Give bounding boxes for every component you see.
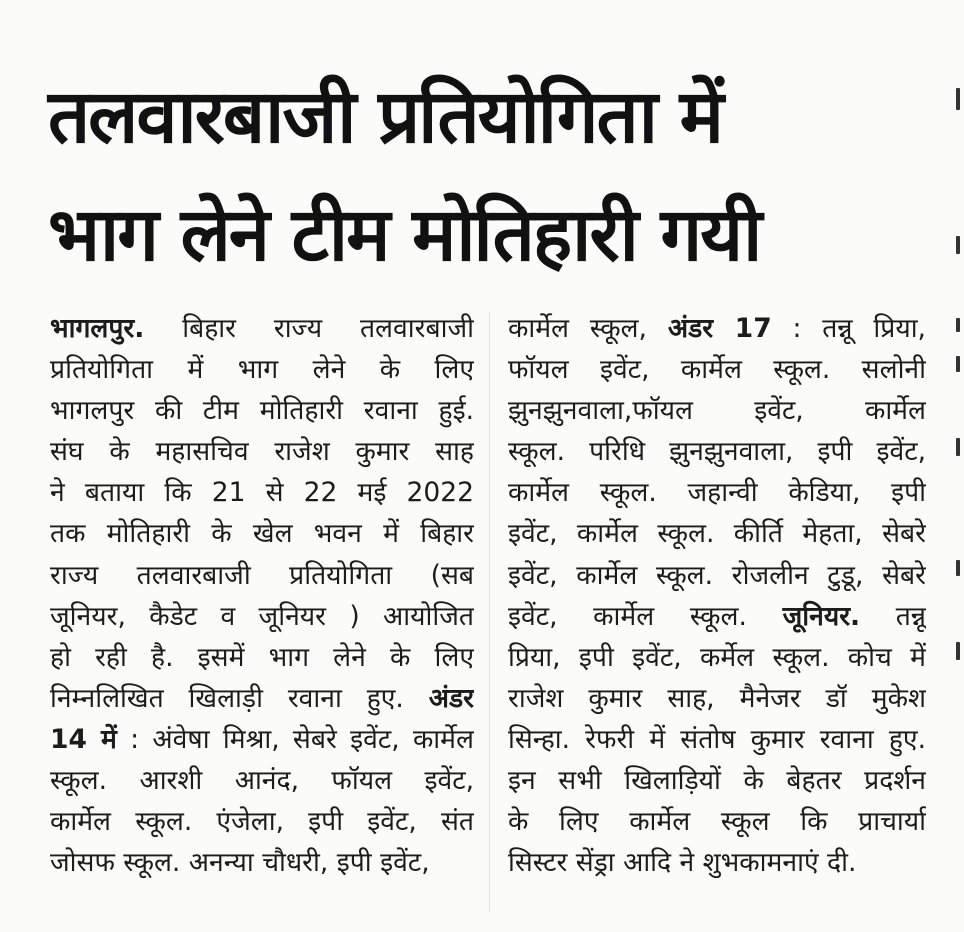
article-line	[508, 555, 926, 596]
article-line	[50, 555, 474, 596]
edge-text-fragment	[956, 356, 960, 372]
article-line	[508, 390, 926, 431]
article-text: स्कूल. आरशी आनंद, फॉयल इवेंट,	[50, 765, 474, 797]
article-line	[50, 596, 474, 637]
article-line	[508, 801, 926, 842]
article-line	[50, 637, 474, 678]
article-line	[50, 760, 474, 801]
article-text: इवेंट, कार्मेल स्कूल. कीर्ति मेहता, सेबरे	[508, 518, 926, 550]
article-line	[50, 513, 474, 554]
article-text: कार्मेल स्कूल. जहान्वी केडिया, इपी	[508, 477, 926, 509]
article-highlight: 14 में	[50, 723, 117, 755]
article-text: कार्मेल स्कूल,	[508, 313, 668, 344]
column-divider	[489, 312, 490, 912]
article-text: सिन्हा. रेफरी में संतोष कुमार रवाना हुए.	[508, 723, 926, 755]
article-text: राज्य तलवारबाजी प्रतियोगिता (सब	[50, 559, 474, 591]
article-text: जूनियर, कैडेट व जूनियर ) आयोजित	[50, 600, 474, 632]
headline-line-2: भाग लेने टीम मोतिहारी गयी	[48, 192, 761, 278]
article-text: संघ के महासचिव राजेश कुमार साह	[50, 436, 474, 468]
article-text: प्रिया, इपी इवेंट, कर्मेल स्कूल. कोच में	[508, 641, 926, 673]
article-text: राजेश कुमार साह, मैनेजर डॉ मुकेश	[508, 682, 926, 714]
article-text: कार्मेल स्कूल. एंजेला, इपी इवेंट, संत	[50, 806, 474, 838]
article-line	[508, 678, 926, 719]
article-line	[508, 308, 926, 349]
article-text: तन्नू	[860, 600, 926, 632]
article-text: प्रतियोगिता में भाग लेने के लिए	[50, 354, 474, 386]
article-column-right	[508, 308, 926, 883]
article-highlight: भागलपुर.	[50, 313, 145, 344]
article-line	[508, 431, 926, 472]
edge-text-fragment	[956, 236, 960, 254]
article-line	[508, 842, 926, 883]
article-line	[50, 431, 474, 472]
article-text: सिस्टर सेंड्रा आदि ने शुभकामनाएं दी.	[508, 847, 857, 879]
article-text: के लिए कार्मेल स्कूल कि प्राचार्या	[508, 806, 926, 838]
article-text: निम्नलिखित खिलाड़ी रवाना हुए.	[50, 682, 429, 714]
article-text: फॉयल इवेंट, कार्मेल स्कूल. सलोनी	[508, 354, 926, 386]
edge-text-fragment	[956, 438, 960, 456]
article-line	[50, 678, 474, 719]
article-text: जोसफ स्कूल. अनन्या चौधरी, इपी इवेंट,	[50, 847, 430, 879]
article-line	[508, 760, 926, 801]
adjacent-column-edge	[950, 0, 964, 932]
article-line	[50, 472, 474, 513]
article-text: इवेंट, कार्मेल स्कूल.	[508, 600, 783, 632]
article-line	[50, 801, 474, 842]
article-text: भागलपुर की टीम मोतिहारी रवाना हुई.	[50, 395, 474, 427]
headline-line-1: तलवारबाजी प्रतियोगिता में	[48, 74, 722, 160]
article-text: बिहार राज्य तलवारबाजी	[144, 313, 474, 344]
article-text: : तन्नू प्रिया,	[771, 313, 926, 344]
edge-text-fragment	[956, 318, 960, 332]
edge-text-fragment	[956, 560, 960, 576]
article-highlight: अंडर	[428, 682, 474, 714]
article-text: झुनझुनवाला,फॉयल इवेंट, कार्मेल	[508, 395, 926, 427]
edge-text-fragment	[956, 642, 960, 660]
article-line	[508, 719, 926, 760]
article-line	[50, 842, 474, 883]
article-line	[508, 472, 926, 513]
article-line	[50, 390, 474, 431]
article-text: : अंवेषा मिश्रा, सेबरे इवेंट, कार्मेल	[116, 723, 474, 755]
article-line	[508, 513, 926, 554]
article-text: स्कूल. परिधि झुनझुनवाला, इपी इवेंट,	[508, 436, 926, 468]
edge-text-fragment	[956, 88, 960, 110]
article-line	[508, 637, 926, 678]
article-highlight: जूनियर.	[782, 600, 861, 632]
article-line	[508, 349, 926, 390]
article-text: इवेंट, कार्मेल स्कूल. रोजलीन टुडू, सेबरे	[508, 559, 926, 591]
article-line	[50, 719, 474, 760]
article-line	[508, 596, 926, 637]
article-line	[50, 308, 474, 349]
article-highlight: अंडर 17	[667, 313, 772, 344]
article-text: हो रही है. इसमें भाग लेने के लिए	[50, 641, 474, 673]
article-column-left	[50, 308, 474, 883]
article-text: तक मोतिहारी के खेल भवन में बिहार	[50, 518, 474, 550]
article-line	[50, 349, 474, 390]
article-text: इन सभी खिलाड़ियों के बेहतर प्रदर्शन	[508, 765, 926, 797]
article-text: ने बताया कि 21 से 22 मई 2022	[50, 477, 474, 509]
headline	[48, 58, 928, 294]
